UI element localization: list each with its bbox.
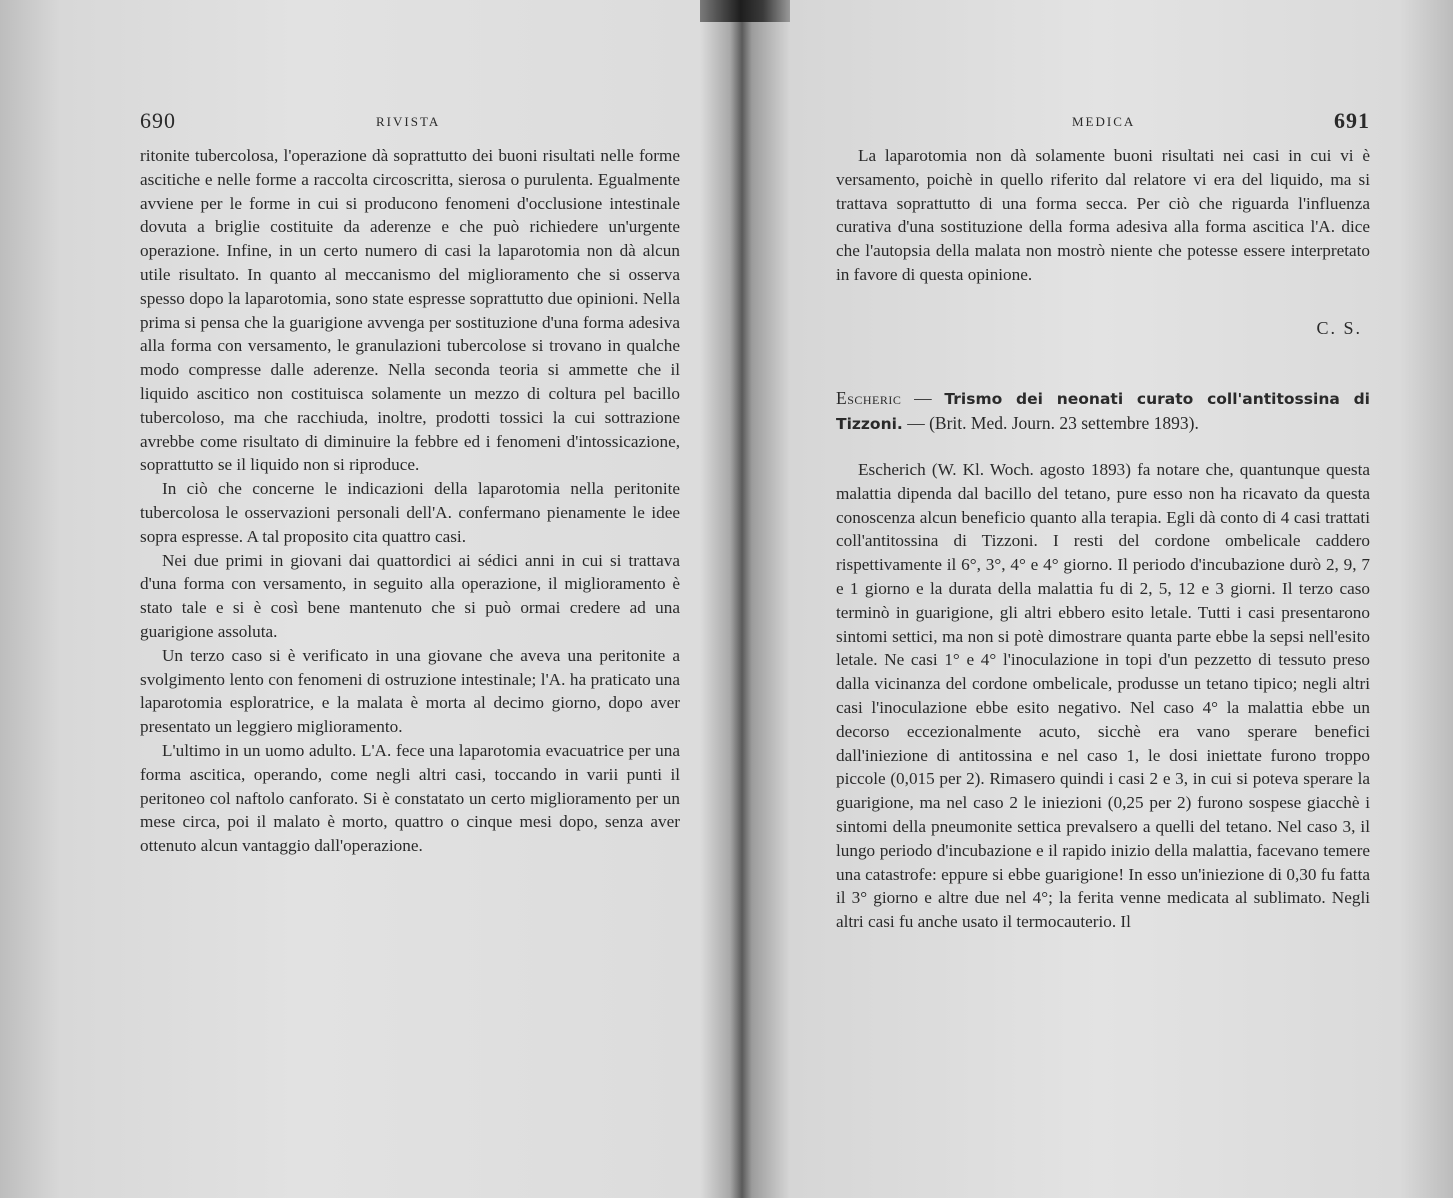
paragraph: ritonite tubercolosa, l'operazione dà soprattutto dei buoni risultati nelle forme ascitiche e nelle forme a raccolta circoscritta, sierosa o purulenta. Egualmente avviene per le forme in cui si producono fenomeni d'occlusione intestinale dovuta a briglie costituite da aderenze e che può richiedere un'urgente operazione. Infine, in un certo numero di casi la laparotomia non dà alcun utile risultato. In quanto al meccanismo del miglioramento che si osserva spesso dopo la laparotomia, sono state espresse soprattutto due opinioni. Nella prima si pensa che la guarigione avvenga per sostituzione d'una forma adesiva alla forma con versamento, le granulazioni tubercolose si trovano in qualche modo compresse dalle aderenze. Nella seconda teoria si ammette che il liquido ascitico non costituisca solamente un mezzo di coltura pel bacillo tubercoloso, ma che racchiuda, inoltre, prodotti tossici la cui sottrazione avrebbe come risultato di diminuire la febbre ed i fenomeni d'intossicazione, soprattutto se il liquido non si riproduce. [140, 146, 680, 475]
body-text [140, 144, 680, 858]
article-body [836, 458, 1370, 934]
paragraph: Nei due primi in giovani dai quattordici ai sédici anni in cui si trattava d'una forma con versamento, in seguito alla operazione, il miglioramento è stato tale e si è così bene mantenuto che si può ormai credere ad una guarigione assoluta. [140, 550, 680, 641]
running-header [140, 108, 680, 134]
running-title: RIVISTA [376, 114, 441, 129]
right-page [836, 0, 1370, 1198]
binding-shadow [700, 0, 790, 22]
running-header [836, 108, 1370, 134]
left-page [140, 0, 680, 1198]
page-number: 691 [1334, 108, 1370, 133]
page-number: 690 [140, 108, 176, 133]
body-text [836, 144, 1370, 287]
running-title: MEDICA [1072, 114, 1136, 129]
paragraph: Un terzo caso si è verificato in una giovane che aveva una peritonite a svolgimento lento con fenomeni di ostruzione intestinale; l'A. ha praticato una laparotomia esploratrice, e la malata è morta al decimo giorno, dopo aver presentato un leggiero miglioramento. [140, 645, 680, 737]
signature: C. S. [1316, 318, 1362, 338]
paragraph: In ciò che concerne le indicazioni della laparotomia nella peritonite tubercolosa le osservazioni personali dell'A. confermano pienamente le idee sopra espresse. A tal proposito cita quattro casi. [140, 479, 680, 546]
paragraph: Escherich (W. Kl. Woch. agosto 1893) fa notare che, quantunque questa malattia dipenda dal bacillo del tetano, pure esso non ha ricavato da questa conoscenza alcun beneficio quanto alla terapia. Egli dà conto di 4 casi trattati coll'antitossina di Tizzoni. I resti del cordone ombelicale caddero rispettivamente il 6°, 3°, 4° e 4° giorno. Il periodo d'incubazione durò 2, 9, 7 e 1 giorno e la durata della malattia fu di 2, 5, 12 e 3 giorni. Il terzo caso terminò in guarigione, gli altri ebbero esito letale. Tutti i casi presentarono sintomi settici, ma non si potè dimostrare quanta parte ebbe la sepsi nell'esito letale. Ne casi 1° e 4° l'inoculazione in topi d'un pezzetto di tessuto preso dalla vicinanza del cordone ombelicale, produsse un tetano tipico; negli altri casi l'inoculazione ebbe esito negativo. Nel caso 4° la malattia ebbe un decorso eccezionalmente acuto, sicchè era vano sperare benefici dall'iniezione di antitossina e nel caso 1, le dosi iniettate furono troppo piccole (0,015 per 2). Rimasero quindi i casi 2 e 3, in cui si poteva sperare la guarigione, ma nel caso 2 le iniezioni (0,25 per 2) furono sospese giacchè i sintomi della pneumonite settica prevalsero a quelli del tetano. Nel caso 3, il lungo periodo d'incubazione e il rapido inizio della malattia, facevano temere una catastrofe: eppure si ebbe guarigione! In esso un'iniezione di 0,30 fu fatta il 3° giorno e altre due nel 4°; la ferita venne medicata al sublimato. Negli altri casi fu anche usato il termocauterio. Il [836, 460, 1370, 932]
paragraph: La laparotomia non dà solamente buoni risultati nei casi in cui vi è versamento, poichè in quello riferito dal relatore vi era del liquido, ma si trattava soprattutto di una forma secca. Per ciò che riguarda l'influenza curativa d'una sostituzione della forma adesiva alla forma ascitica l'A. dice che l'autopsia della malata non mostrò niente che potesse essere interpretato in favore di questa opinione. [836, 146, 1370, 284]
article-heading [836, 386, 1370, 436]
article-author: Escheric [836, 388, 902, 408]
heading-dash: — [901, 388, 945, 408]
paragraph: L'ultimo in un uomo adulto. L'A. fece una laparotomia evacuatrice per una forma ascitica, operando, come negli altri casi, toccando in varii punti il peritoneo col naftolo canforato. Si è constatato un certo miglioramento per un mese circa, poi il malato è morto, quattro o cinque mesi dopo, senza aver ottenuto alcun vantaggio dall'operazione. [140, 740, 680, 856]
article-title: Trismo dei neonati curato coll'antitossina di Tizzoni. [836, 390, 1370, 433]
article-reference: — (Brit. Med. Journ. 23 settembre 1893). [902, 413, 1199, 433]
